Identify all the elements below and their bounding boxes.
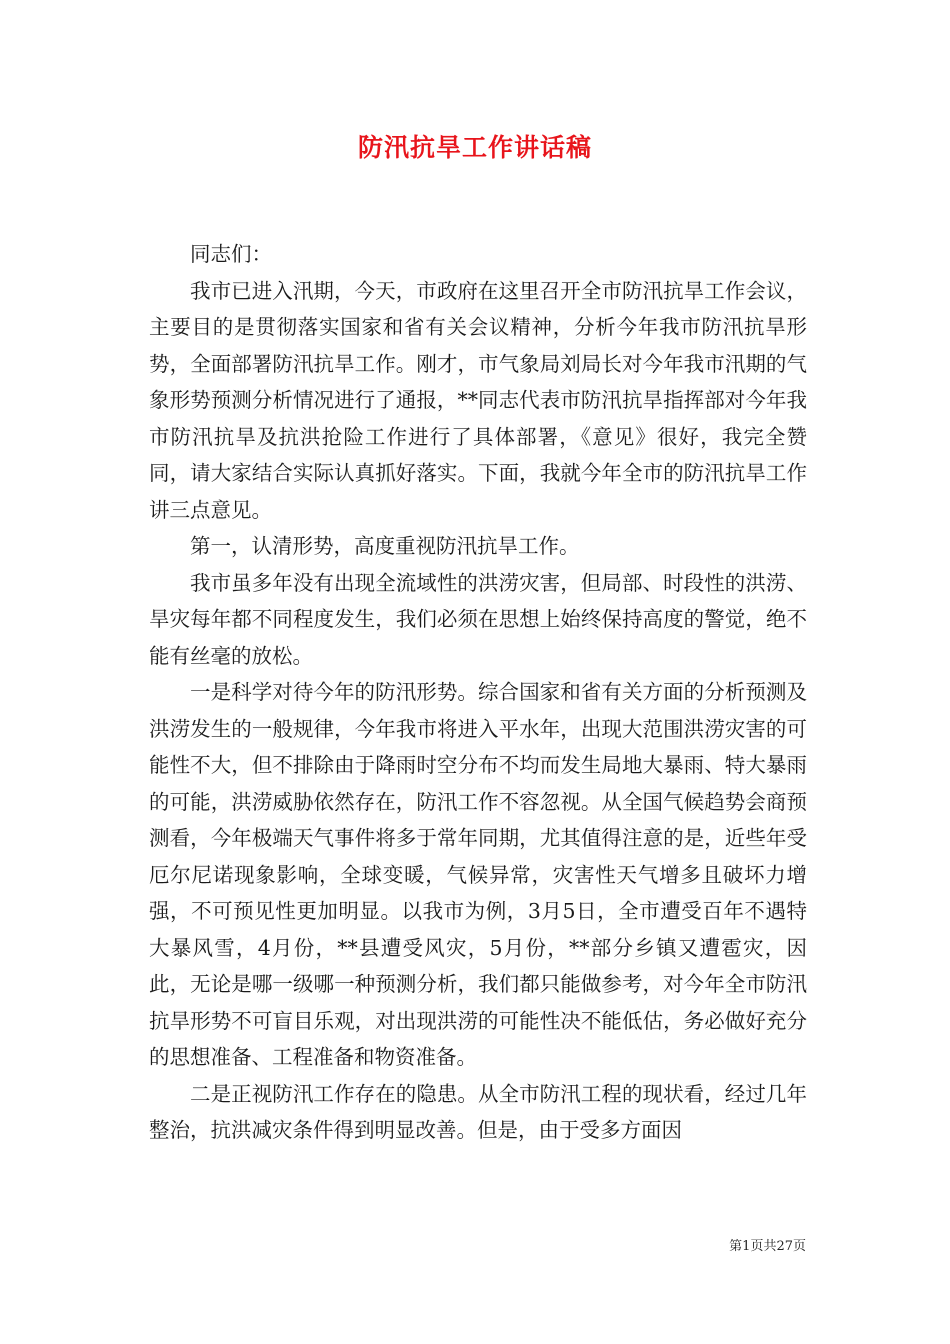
- paragraph: 同志们：: [190, 242, 272, 266]
- paragraph: 我市虽多年没有出现全流域性的洪涝灾害，但局部、时段性的洪涝、旱灾每年都不同程度发生，我们必须在思想上始终保持高度的警觉，绝不能有丝毫的放松。: [149, 570, 807, 668]
- paragraph: 一是科学对待今年的防汛形势。综合国家和省有关方面的分析预测及洪涝发生的一般规律，今年我市将进入平水年，出现大范围洪涝灾害的可能性不大，但不排除由于降雨时空分布不均而发生局地大暴雨、特大暴雨的可能，洪涝威胁依然存在，防汛工作不容忽视。从全国气候趋势会商预测看，今年极端天气事件将多于常年同期，尤其值得注意的是，近些年受厄尔尼诺现象影响，全球变暖，气候异常，灾害性天气增多且破坏力增强，不可预见性更加明显。以我市为例，3月5日，全市遭受百年不遇特大暴风雪，4月份，**县遭受风灾，5月份，**部分乡镇又遭雹灾，因此，无论是哪一级哪一种预测分析，我们都只能做参考，对今年全市防汛抗旱形势不可盲目乐观，对出现洪涝的可能性决不能低估，务必做好充分的思想准备、工程准备和物资准备。: [149, 680, 807, 1069]
- paragraph: 第一，认清形势，高度重视防汛抗旱工作。: [190, 534, 580, 558]
- document-title: 防汛抗旱工作讲话稿: [357, 133, 592, 162]
- paragraph: 二是正视防汛工作存在的隐患。从全市防汛工程的现状看，经过几年整治，抗洪减灾条件得到明显改善。但是，由于受多方面因: [149, 1081, 807, 1142]
- page-number: 第1页共27页: [729, 1239, 806, 1254]
- document-body: [149, 236, 807, 1149]
- paragraph: 我市已进入汛期，今天，市政府在这里召开全市防汛抗旱工作会议，主要目的是贯彻落实国家和省有关会议精神，分析今年我市防汛抗旱形势，全面部署防汛抗旱工作。刚才，市气象局刘局长对今年我市汛期的气象形势预测分析情况进行了通报，**同志代表市防汛抗旱指挥部对今年我市防汛抗旱及抗洪抢险工作进行了具体部署，《意见》很好，我完全赞同，请大家结合实际认真抓好落实。下面，我就今年全市的防汛抗旱工作讲三点意见。: [149, 278, 807, 522]
